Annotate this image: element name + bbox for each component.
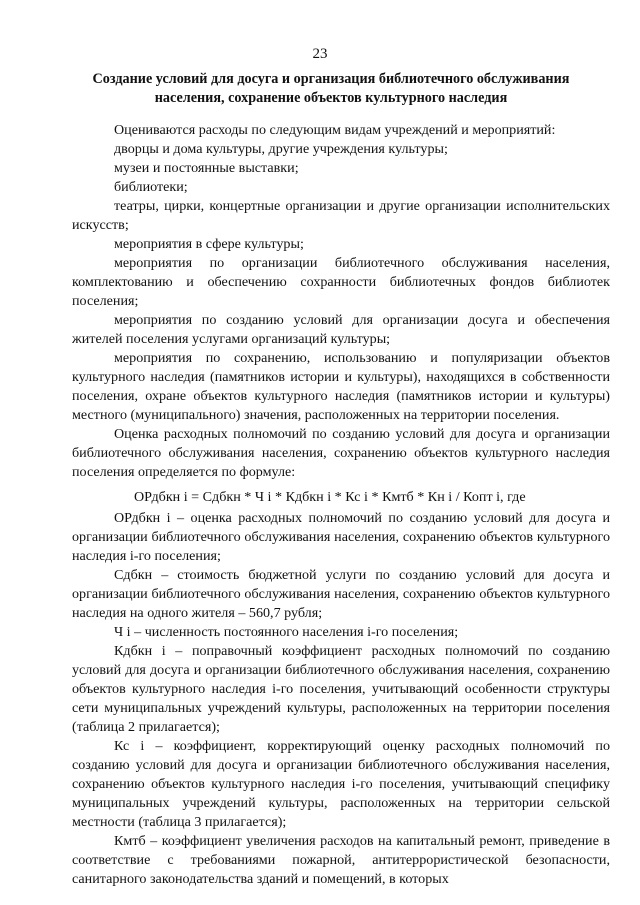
list-item: мероприятия по сохранению, использованию и популяризации объектов культурного наследия (памятников истории и культуры), находящихся в собственности поселения, охране объектов культурного наследия (памятников истории и культуры) местного (муниципального) значения, расположенных на территории поселения. — [72, 350, 610, 423]
list-item: мероприятия в сфере культуры; — [114, 236, 304, 252]
list-item: дворцы и дома культуры, другие учреждения культуры; — [114, 141, 448, 157]
definition: Кдбкн i – поправочный коэффициент расходных полномочий по созданию условий для досуга и организации библиотечного обслуживания населения, сохранению объектов культурного наследия i-го поселения, учитывающий особенности структуры сети муниципальных учреждений культуры, расположенных на территории поселения (таблица 2 прилагается); — [72, 643, 610, 735]
formula: ОРдбкн i = Сдбкн * Ч i * Кдбкн i * Кс i * Кмтб * Кн i / Копт i, где — [134, 489, 526, 505]
paragraph: Оцениваются расходы по следующим видам учреждений и мероприятий: — [114, 122, 556, 138]
list-item: музеи и постоянные выставки; — [114, 160, 299, 176]
definition: ОРдбкн i – оценка расходных полномочий по созданию условий для досуга и организации библиотечного обслуживания населения, сохранению объектов культурного наследия i-го поселения; — [72, 510, 610, 564]
definition: Сдбкн – стоимость бюджетной услуги по созданию условий для досуга и организации библиотечного обслуживания населения, сохранению объектов культурного наследия на одного жителя – 560,7 рубля; — [72, 567, 610, 621]
definition: Ч i – численность постоянного населения i-го поселения; — [114, 624, 459, 640]
list-item: мероприятия по организации библиотечного обслуживания населения, комплектованию и обеспечению сохранности библиотечных фондов библиотек поселения; — [72, 255, 610, 309]
list-item: библиотеки; — [114, 179, 188, 195]
page-number: 23 — [312, 46, 328, 62]
paragraph: Оценка расходных полномочий по созданию условий для досуга и организации библиотечного обслуживания населения, сохранению объектов культурного наследия поселения определяется по формуле: — [72, 426, 610, 480]
list-item: театры, цирки, концертные организации и другие организации исполнительских искусств; — [72, 198, 610, 233]
list-item: мероприятия по созданию условий для организации досуга и обеспечения жителей поселения услугами организаций культуры; — [72, 312, 610, 347]
section-title: Создание условий для досуга и организация библиотечного обслуживания населения, сохранение объектов культурного наследия — [92, 71, 570, 106]
definition: Кмтб – коэффициент увеличения расходов на капитальный ремонт, приведение в соответствие с требованиями пожарной, антитеррористической безопасности, санитарного законодательства зданий и помещений, в которых — [72, 833, 610, 887]
definition: Кс i – коэффициент, корректирующий оценку расходных полномочий по созданию условий для досуга и организации библиотечного обслуживания населения, сохранению объектов культурного наследия i-го поселения, учитывающий специфику муниципальных учреждений культуры, расположенных на территории сельской местности (таблица 3 прилагается); — [72, 738, 610, 830]
document-body — [72, 121, 610, 889]
